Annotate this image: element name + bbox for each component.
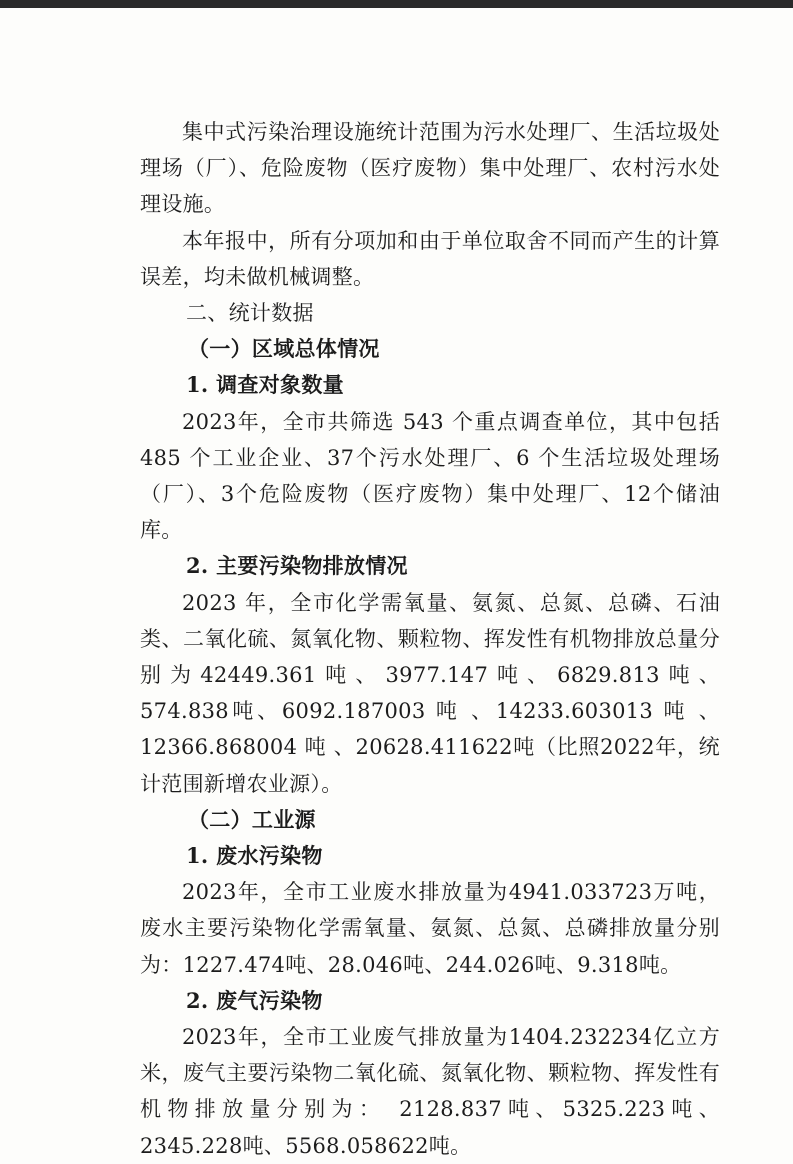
section-heading-statistics: 二、统计数据 bbox=[186, 301, 314, 326]
paragraph-survey-count: 2023年，全市共筛选 543 个重点调查单位，其中包括485 个工业企业、37个污水处理厂、6 个生活垃圾处理场（厂）、3个危险废物（医疗废物）集中处理厂、12个储油库。 bbox=[140, 409, 720, 543]
item-heading-wastewater: 1. 废水污染物 bbox=[186, 843, 323, 869]
paragraph-wastewater: 2023年，全市工业废水排放量为4941.033723万吨，废水主要污染物化学需氧量、氨氮、总氮、总磷排放量分别为：1227.474吨、28.046吨、244.026吨、9.318吨。 bbox=[140, 880, 720, 977]
item-heading-survey-count: 1. 调查对象数量 bbox=[186, 372, 344, 398]
paragraph-scope: 集中式污染治理设施统计范围为污水处理厂、生活垃圾处理场（厂）、危险废物（医疗废物）集中处理厂、农村污水处理设施。 bbox=[140, 120, 720, 217]
document-body bbox=[140, 114, 720, 1164]
subsection-heading-regional: （一）区域总体情况 bbox=[188, 336, 380, 362]
scan-top-edge bbox=[0, 0, 793, 8]
paragraph-main-pollutants: 2023 年，全市化学需氧量、氨氮、总氮、总磷、石油类、二氧化硫、氮氧化物、颗粒物、挥发性有机物排放总量分别为42449.361吨、3977.147吨、6829.813吨、574.838吨、6092.187003 吨 、14233.603013 吨 、12366.868004 吨 、20628.411622吨（比照2022年，统计范围新增农业源）。 bbox=[140, 590, 720, 796]
paragraph-rounding-note: 本年报中，所有分项加和由于单位取舍不同而产生的计算误差，均未做机械调整。 bbox=[140, 228, 720, 289]
item-heading-main-pollutants: 2. 主要污染物排放情况 bbox=[186, 553, 408, 579]
item-heading-waste-gas: 2. 废气污染物 bbox=[186, 987, 323, 1013]
subsection-heading-industrial: （二）工业源 bbox=[188, 806, 316, 832]
paragraph-waste-gas: 2023年，全市工业废气排放量为1404.232234亿立方米，废气主要污染物二氧化硫、氮氧化物、颗粒物、挥发性有机物排放量分别为： 2128.837吨、5325.223吨、2345.228吨、5568.058622吨。 bbox=[140, 1025, 720, 1158]
